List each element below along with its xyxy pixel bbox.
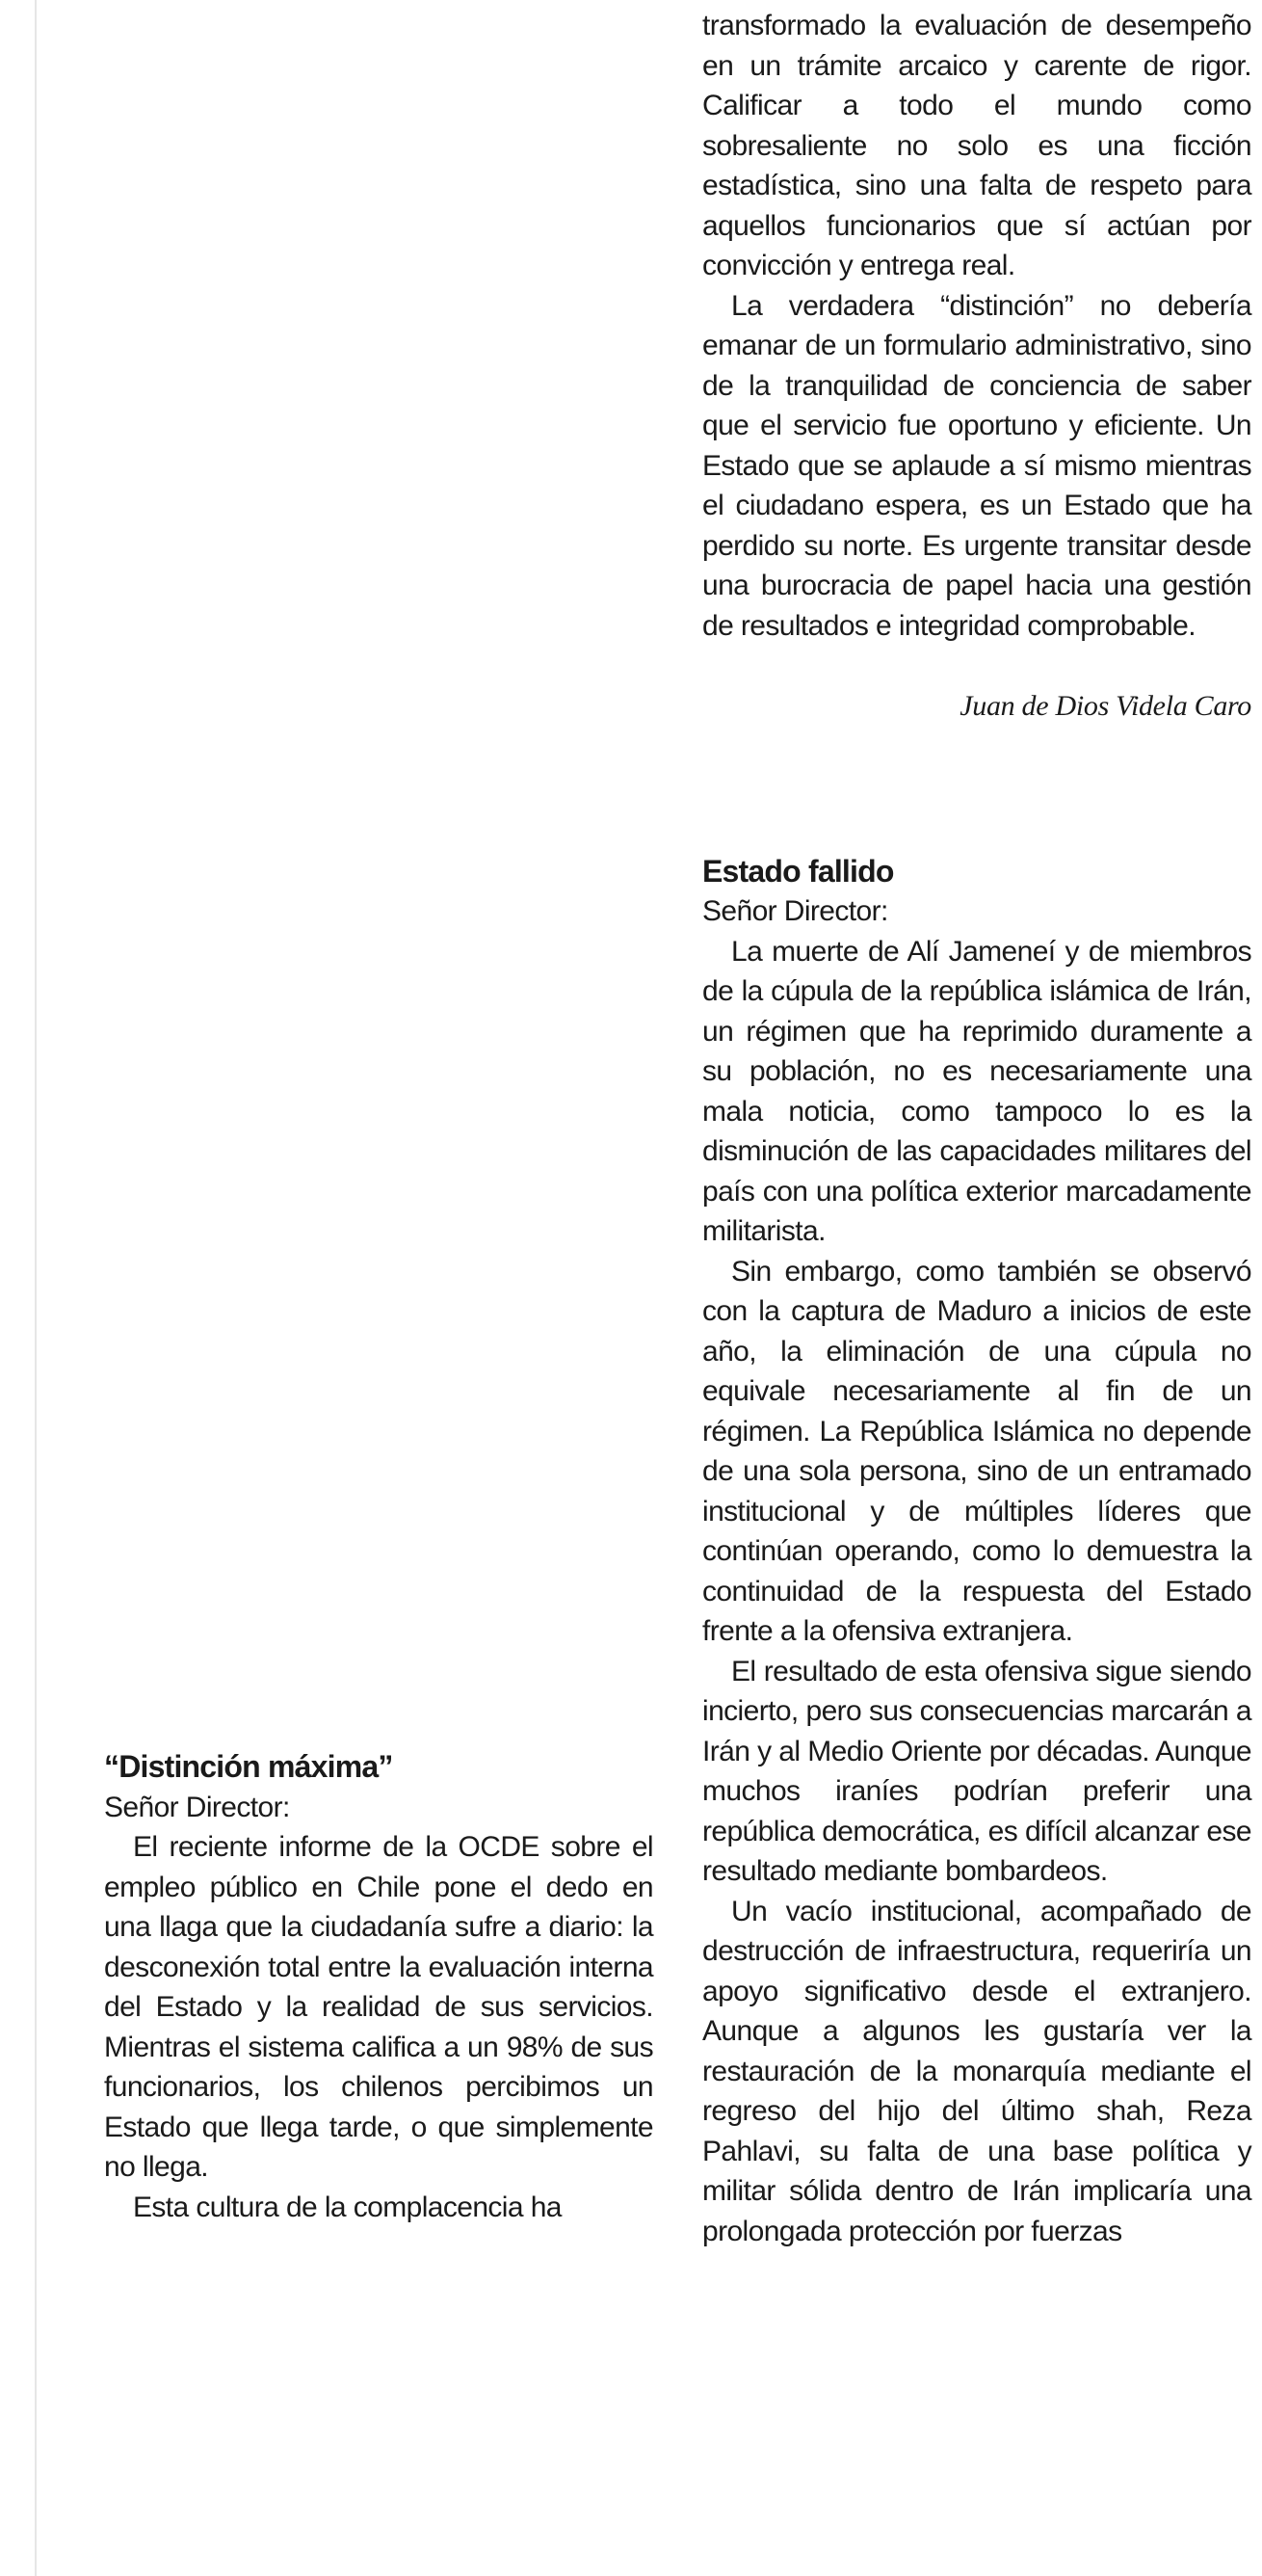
letter-paragraph: La muerte de Alí Jameneí y de miembros de la cúpula de la república islámica de Irán, un régimen que ha reprimido duramente a su población, no es necesariamente una mala noticia, como tampoco lo es la disminución de las capacidades militares del país con una política exterior marcadamente militarista. <box>702 935 1251 1247</box>
letter-paragraph: El reciente informe de la OCDE sobre el empleo público en Chile pone el dedo en una llaga que la ciudadanía sufre a diario: la desconexión total entre la evaluación interna del Estado y la realidad de sus servicios. Mientras el sistema califica a un 98% de sus funcionarios, los chilenos percibimos un Estado que llega tarde, o que simplemente no llega. <box>104 1831 653 2183</box>
letter-estado-fallido <box>702 852 1251 2252</box>
letter-paragraph: Esta cultura de la complacencia ha <box>133 2191 562 2223</box>
section-spacer <box>702 727 1251 852</box>
letter-paragraph: Un vacío institucional, acompañado de destrucción de infraestructura, requeriría un apoyo significativo desde el extranjero. Aunque a algunos les gustaría ver la restauración de la monarquía mediante el regreso del hijo del último shah, Reza Pahlavi, su falta de una base política y militar sólida dentro de Irán implicaría una prolongada protección por fuerzas <box>702 1895 1251 2247</box>
right-column <box>702 6 1251 2251</box>
letter-signature: Juan de Dios Videla Caro <box>960 690 1251 722</box>
left-column <box>104 1747 653 2227</box>
letter-paragraph: transformado la evaluación de desempeño en un trámite arcaico y carente de rigor. Calificar a todo el mundo como sobresaliente no solo es una ficción estadística, sino una falta de respeto para aquellos funcionarios que sí actúan por convicción y entrega real. <box>702 10 1251 281</box>
letter-continuation-distincion <box>702 6 1251 727</box>
letter-paragraph: Sin embargo, como también se observó con la captura de Maduro a inicios de este año, la eliminación de una cúpula no equivale necesariamente al fin de un régimen. La República Islámica no depende de una sola persona, sino de un entramado institucional y de múltiples líderes que continúan operando, como lo demuestra la continuidad de la respuesta del Estado frente a la ofensiva extranjera. <box>702 1255 1251 1647</box>
letter-salutation: Señor Director: <box>104 1791 290 1823</box>
letter-distincion-maxima <box>104 1747 653 2227</box>
page-margin-line <box>35 0 37 2576</box>
letter-title: “Distinción máxima” <box>104 1749 393 1784</box>
letter-paragraph: El resultado de esta ofensiva sigue siendo incierto, pero sus consecuencias marcarán a Irán y al Medio Oriente por décadas. Aunque muchos iraníes podrían preferir una república democrática, es difícil alcanzar ese resultado mediante bombardeos. <box>702 1655 1251 1887</box>
letter-title: Estado fallido <box>702 853 894 889</box>
letter-paragraph: La verdadera “distinción” no debería emanar de un formulario administrativo, sino de la tranquilidad de conciencia de saber que el servicio fue oportuno y eficiente. Un Estado que se aplaude a sí mismo mientras el ciudadano espera, es un Estado que ha perdido su norte. Es urgente transitar desde una burocracia de papel hacia una gestión de resultados e integridad comprobable. <box>702 289 1251 642</box>
letter-salutation: Señor Director: <box>702 895 888 927</box>
